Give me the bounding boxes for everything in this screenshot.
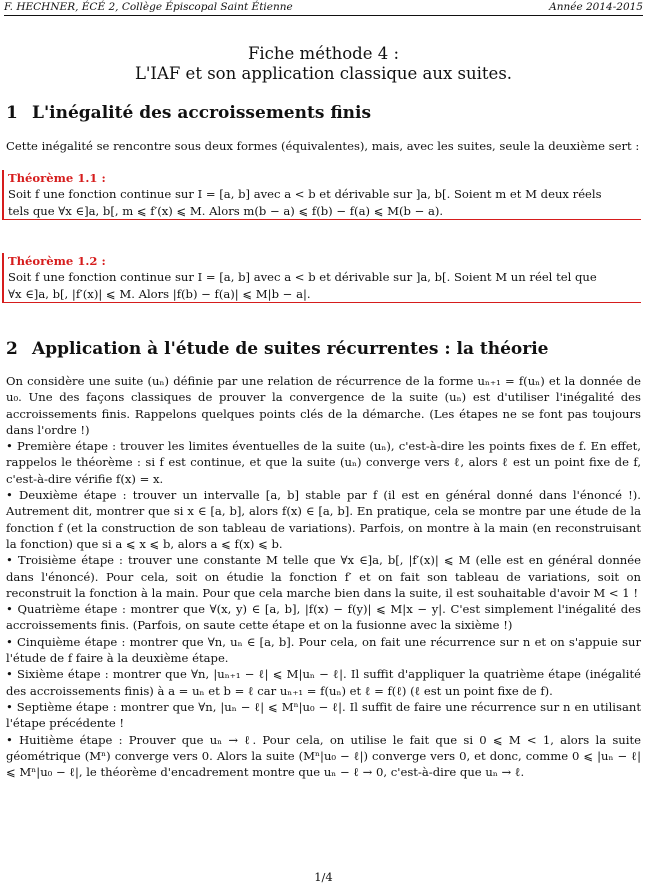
title-line-1: Fiche méthode 4 : — [247, 44, 400, 63]
step-5: • Cinquième étape : montrer que ∀n, uₙ ∈ [a, b]. Pour cela, on fait une récurrence sur n et on s'appuie sur l'étude de f faire à la deuxième étape. — [6, 634, 641, 666]
step-6: • Sixième étape : montrer que ∀n, |uₙ₊₁ − ℓ| ⩽ M|uₙ − ℓ|. Il suffit d'appliquer la quatrième étape (inégalité des accroissements finis) à a = uₙ et b = ℓ car uₙ₊₁ = f(uₙ) et ℓ = f(ℓ) (ℓ est un point fixe de f). — [6, 667, 641, 698]
section-2-body — [6, 373, 641, 780]
section-1-number: 1 — [6, 103, 18, 123]
document-title — [0, 44, 647, 84]
theorem-1-2-line-2: ∀x ∈]a, b[, |f′(x)| ⩽ M. Alors |f(b) − f(a)| ⩽ M|b − a|. — [8, 286, 311, 301]
section-1-intro: Cette inégalité se rencontre sous deux formes (équivalentes), mais, avec les suites, seule la deuxième sert : — [6, 139, 640, 153]
section-1-title: L'inégalité des accroissements finis — [32, 103, 372, 123]
theorem-1-2-title: Théorème 1.2 : — [8, 254, 106, 268]
section-2-title: Application à l'étude de suites récurrentes : la théorie — [32, 339, 549, 359]
page-number: 1/4 — [314, 870, 333, 884]
theorem-1-2 — [2, 253, 641, 303]
step-4: • Quatrième étape : montrer que ∀(x, y) ∈ [a, b], |f(x) − f(y)| ⩽ M|x − y|. C'est simplement l'inégalité des accroissements finis. (Parfois, on saute cette étape et on la fusionne avec la sixième !) — [6, 602, 641, 633]
section-1-heading — [6, 102, 641, 124]
theorem-1-1-line-1: Soit f une fonction continue sur I = [a, b] avec a < b et dérivable sur ]a, b[. Soient m et M deux réels — [8, 187, 602, 202]
page-header — [4, 0, 643, 16]
section-2-heading — [6, 338, 641, 360]
title-line-2: L'IAF et son application classique aux suites. — [134, 64, 513, 83]
theorem-1-1-title: Théorème 1.1 : — [8, 171, 106, 185]
step-3: • Troisième étape : trouver une constante M telle que ∀x ∈]a, b[, |f′(x)| ⩽ M (elle est en général donnée dans l'énoncé). Pour cela, soit on étudie la fonction f′ et on fait son tableau de variations, soit on reconstruit la fonction à la main. Pour que cela marche bien dans la suite, il est souhaitable d'avoir M < 1 ! — [6, 553, 641, 600]
header-rule — [4, 15, 643, 16]
section-2-paragraph: On considère une suite (uₙ) définie par une relation de récurrence de la forme uₙ₊₁ = f(uₙ) et la donnée de u₀. Une des façons classiques de prouver la convergence de la suite (uₙ) est d'utiliser l'inégalité des accroissements finis. Rappelons quelques points clés de la démarche. (Les étapes ne se font pas toujours dans l'ordre !) — [6, 374, 641, 437]
theorem-1-1 — [2, 170, 641, 220]
section-2-number: 2 — [6, 339, 18, 359]
step-8: • Huitième étape : Prouver que uₙ → ℓ. Pour cela, on utilise le fait que si 0 ⩽ M < 1, alors la suite géométrique (Mⁿ) converge vers 0. Alors la suite (Mⁿ|u₀ − ℓ|) converge vers 0, et donc, comme 0 ⩽ |uₙ − ℓ| ⩽ Mⁿ|u₀ − ℓ|, le théorème d'encadrement montre que uₙ − ℓ → 0, c'est-à-dire que uₙ → ℓ. — [6, 732, 641, 780]
theorem-1-2-line-1: Soit f une fonction continue sur I = [a, b] avec a < b et dérivable sur ]a, b[. Soient M un réel tel que — [8, 270, 597, 285]
header-right: Année 2014-2015 — [549, 1, 643, 13]
header-left: F. HECHNER, ÉCÉ 2, Collège Épiscopal Saint Étienne — [4, 1, 293, 13]
step-7: • Septième étape : montrer que ∀n, |uₙ − ℓ| ⩽ Mⁿ|u₀ − ℓ|. Il suffit de faire une récurrence sur n en utilisant l'étape précédente ! — [6, 699, 641, 731]
step-1: • Première étape : trouver les limites éventuelles de la suite (uₙ), c'est-à-dire les points fixes de f. En effet, rappelos le théorème : si f est continue, et que la suite (uₙ) converge vers ℓ, alors ℓ est un point fixe de f, c'est-à-dire vérifie f(x) = x. — [6, 439, 641, 486]
step-2: • Deuxième étape : trouver un intervalle [a, b] stable par f (il est en général donné dans l'énoncé !). Autrement dit, montrer que si x ∈ [a, b], alors f(x) ∈ [a, b]. En pratique, cela se montre par une étude de la fonction f (et la construction de son tableau de variations). Parfois, on montre à la main (en reconstruisant la fonction) que si a ⩽ x ⩽ b, alors a ⩽ f(x) ⩽ b. — [6, 488, 641, 551]
theorem-1-1-line-2: tels que ∀x ∈]a, b[, m ⩽ f′(x) ⩽ M. Alors m(b − a) ⩽ f(b) − f(a) ⩽ M(b − a). — [8, 203, 444, 218]
